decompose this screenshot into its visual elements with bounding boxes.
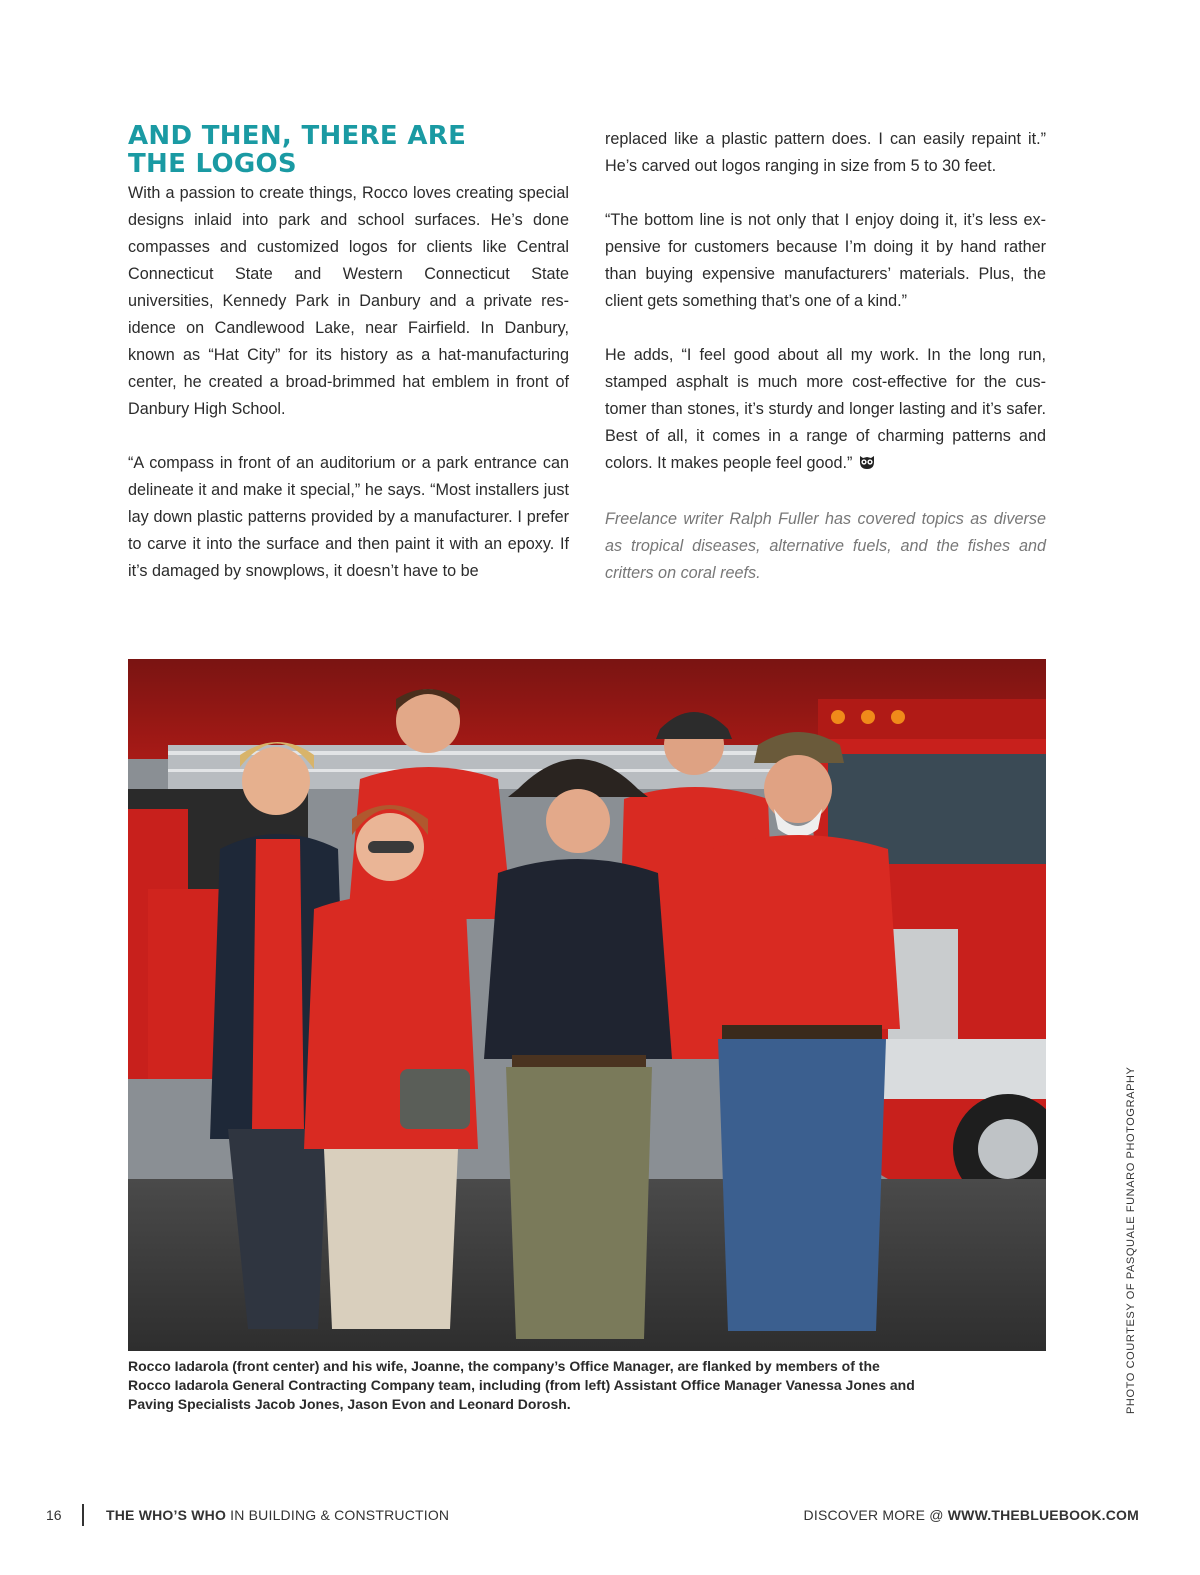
section-heading [128, 122, 568, 178]
publication-title-rest: IN BUILDING & CONSTRUCTION [226, 1507, 450, 1523]
body-paragraph-end [605, 342, 1046, 479]
publication-title [106, 1507, 449, 1523]
team-photo [128, 659, 1046, 1351]
photo-caption: Rocco Iadarola (front center) and his wife, Joanne, the company’s Office Manager, are flanked by members of the Rocco Iadarola General Contracting Company team, including (from left) Assistant Office Manager Vanessa Jones and Paving Specialists Jacob Jones, Jason Evon and Leonard Dorosh. [128, 1358, 915, 1412]
website-promo [804, 1507, 1139, 1523]
closing-quote: He adds, “I feel good about all my work. In the long run, stamped asphalt is much more cost-effective for the cus-tomer than stones, it’s sturdy and longer lasting and it’s safer. Best of all, it comes in a range of charming patterns and colors. It makes people feel good.” [605, 346, 1046, 472]
heading-line-1: AND THEN, THERE ARE [128, 121, 467, 151]
right-column [605, 126, 1046, 614]
page-number: 16 [46, 1507, 62, 1523]
left-column [128, 180, 569, 612]
author-byline: Freelance writer Ralph Fuller has covered topics as diverse as tropical diseases, alternative fuels, and the fishes and critters on coral reefs. [605, 510, 1046, 582]
body-paragraph: “The bottom line is not only that I enjoy doing it, it’s less ex-pensive for customers because I’m doing it by hand rather than buying expensive manufacturers’ materials. Plus, the client gets something that’s one of a kind.” [605, 211, 1046, 310]
photo-credit: PHOTO COURTESY OF PASQUALE FUNARO PHOTOGRAPHY [1125, 1066, 1137, 1414]
body-paragraph: replaced like a plastic pattern does. I can easily repaint it.” He’s carved out logos ranging in size from 5 to 30 feet. [605, 130, 1046, 175]
publication-title-bold: THE WHO’S WHO [106, 1507, 227, 1523]
website-link[interactable]: WWW.THEBLUEBOOK.COM [947, 1507, 1139, 1523]
owl-end-mark-icon [858, 452, 876, 479]
body-paragraph: “A compass in front of an auditorium or a park entrance can delineate it and make it special,” he says. “Most installers just lay down plastic patterns provided by a manufacturer. I prefer to carve it into the surface and then paint it with an epoxy. If it’s damaged by snowplows, it doesn’t have to be [128, 454, 569, 580]
footer-divider [82, 1504, 84, 1526]
discover-prefix: DISCOVER MORE @ [803, 1507, 948, 1523]
body-paragraph: With a passion to create things, Rocco loves creating special designs inlaid into park and school surfaces. He’s done compasses and customized logos for clients like Central Connecticut State and Western Connecticut State universities, Kennedy Park in Danbury and a private res-idence on Candlewood Lake, near Fairfield. In Danbury, known as “Hat City” for its history as a hat-manufacturing center, he created a broad-brimmed hat emblem in front of Danbury High School. [128, 184, 569, 418]
heading-line-2: THE LOGOS [128, 149, 297, 179]
